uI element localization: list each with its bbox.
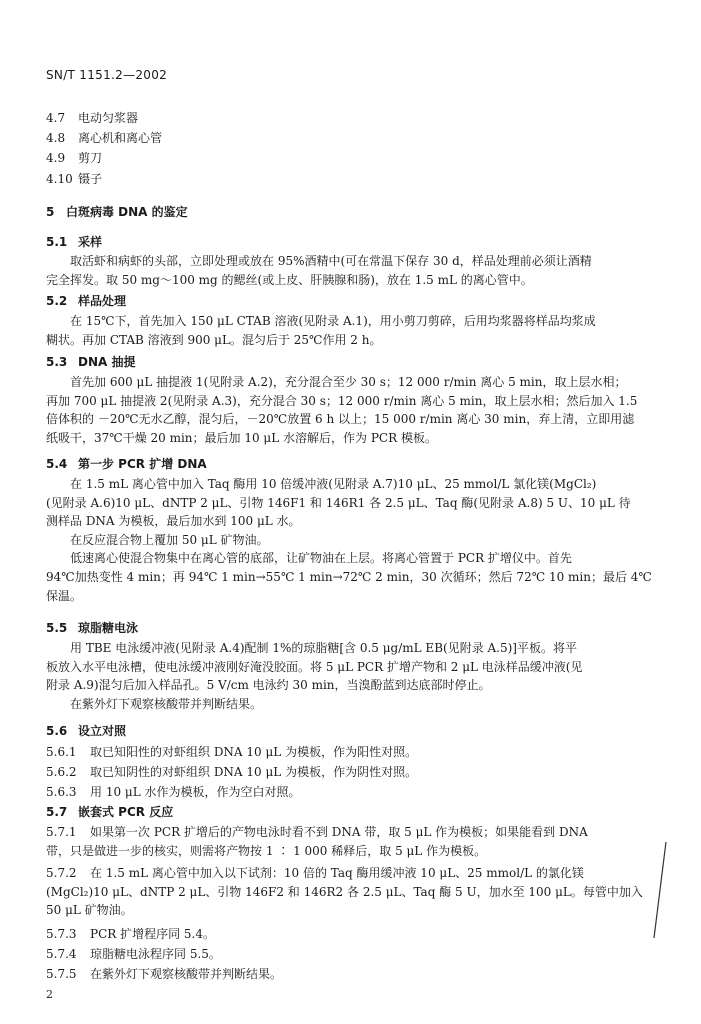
- text-line: 带，只是做进一步的核实，则需将产物按 1 ∶ 1 000 稀释后，取 5 μL 作为模板。: [46, 843, 487, 858]
- section-title: 采样: [78, 235, 103, 249]
- section-number: 5.5: [46, 621, 68, 635]
- subsection-heading: [46, 804, 173, 820]
- text-line: 低速离心使混合物集中在离心管的底部，让矿物油在上层。将离心管置于 PCR 扩增仪中。首先: [70, 551, 572, 566]
- list-item: [46, 150, 102, 166]
- text-line: 附录 A.9)混匀后加入样品孔。5 V/cm 电泳约 30 min，当溴酚蓝到达底部时停止。: [46, 678, 491, 693]
- subsection-heading: [46, 234, 102, 250]
- list-item: [46, 110, 138, 126]
- text-line: 倍体积的 －20℃无水乙醇，混匀后，－20℃放置 6 h 以上；15 000 r/min 离心 30 min，弃上清，立即用滤: [46, 412, 635, 427]
- list-item: [46, 130, 162, 146]
- section-number: 5.6: [46, 724, 68, 738]
- section-number: 5.3: [46, 355, 68, 369]
- section-number: 5.2: [46, 294, 68, 308]
- paragraph: [46, 639, 666, 713]
- item-number: 5.7.4: [46, 947, 77, 961]
- item-text: 琼脂糖电泳程序同 5.5。: [90, 947, 221, 961]
- standard-code: SN/T 1151.2—2002: [46, 68, 168, 82]
- section-title: 第一步 PCR 扩增 DNA: [78, 457, 207, 471]
- list-item: [46, 784, 300, 800]
- list-item: [46, 764, 417, 780]
- subsection-heading: [46, 354, 135, 370]
- list-item: [46, 171, 102, 187]
- paragraph: [46, 252, 666, 289]
- item-number: 5.7.2: [46, 866, 77, 880]
- item-number: 4.9: [46, 151, 66, 165]
- item-text: 离心机和离心管: [78, 131, 163, 145]
- section-number: 5.1: [46, 235, 68, 249]
- paragraph: [46, 475, 666, 605]
- text-line: 在 1.5 mL 离心管中加入 Taq 酶用 10 倍缓冲液(见附录 A.7)10 μL、25 mmol/L 氯化镁(MgCl₂): [70, 477, 597, 491]
- text-line: 首先加 600 μL 抽提液 1(见附录 A.2)，充分混合至少 30 s；12 000 r/min 离心 5 min，取上层水相；: [70, 375, 627, 389]
- text-line: 纸吸干，37℃干燥 20 min；最后加 10 μL 水溶解后，作为 PCR 模板。: [46, 430, 437, 445]
- item-number: 5.6.2: [46, 765, 77, 779]
- text-line: 糊状。再加 CTAB 溶液到 900 μL。混匀后于 25℃作用 2 h。: [46, 332, 382, 347]
- item-text: 取已知阴性的对虾组织 DNA 10 μL 为模板，作为阴性对照。: [90, 765, 418, 779]
- text-line: 完全挥发。取 50 mg～100 mg 的鳃丝(或上皮、肝胰腺和肠)，放在 1.5 mL 的离心管中。: [46, 272, 533, 287]
- item-text: 剪刀: [78, 151, 103, 165]
- list-item: [46, 946, 221, 962]
- paragraph: [46, 312, 666, 349]
- text-line: 测样品 DNA 为模板，最后加水到 100 μL 水。: [46, 514, 301, 529]
- text-line: 在反应混合物上覆加 50 μL 矿物油。: [70, 532, 269, 547]
- text-line: (见附录 A.6)10 μL、dNTP 2 μL、引物 146F1 和 146R1 各 2.5 μL、Taq 酶(见附录 A.8) 5 U、10 μL 待: [46, 495, 631, 510]
- section-title: 嵌套式 PCR 反应: [78, 805, 174, 819]
- subsection-heading: [46, 620, 138, 636]
- section-title: 设立对照: [78, 724, 127, 738]
- subsection-heading: [46, 723, 126, 739]
- item-number: 5.7.3: [46, 927, 77, 941]
- text-line: (MgCl₂)10 μL、dNTP 2 μL、引物 146F2 和 146R2 各 2.5 μL、Taq 酶 5 U，加水至 100 μL。每管中加入: [46, 884, 643, 899]
- text-line: 再加 700 μL 抽提液 2(见附录 A.3)，充分混合 30 s；12 000 r/min 离心 5 min，取上层水相；然后加入 1.5: [46, 393, 638, 408]
- item-number: 5.6.3: [46, 785, 77, 799]
- item-text: 取已知阳性的对虾组织 DNA 10 μL 为模板，作为阳性对照。: [90, 745, 418, 759]
- page-number: 2: [46, 988, 53, 1001]
- item-number: 5.7.5: [46, 967, 77, 981]
- section-title: 样品处理: [78, 294, 127, 308]
- subsection-heading: [46, 293, 126, 309]
- section-title: 琼脂糖电泳: [78, 621, 139, 635]
- text-line: 板放入水平电泳槽，使电泳缓冲液刚好淹没胶面。将 5 μL PCR 扩增产物和 2 μL 电泳样品缓冲液(见: [46, 659, 583, 674]
- section-title: DNA 抽提: [78, 355, 136, 369]
- paragraph: [46, 864, 666, 920]
- item-text: 用 10 μL 水作为模板，作为空白对照。: [90, 785, 301, 799]
- text-line: 94℃加热变性 4 min；再 94℃ 1 min→55℃ 1 min→72℃ 2 min，30 次循环；然后 72℃ 10 min；最后 4℃: [46, 569, 652, 584]
- section-number: 5.4: [46, 457, 68, 471]
- item-text: 镊子: [78, 172, 103, 186]
- item-number: 4.8: [46, 131, 66, 145]
- text-line: 保温。: [46, 588, 83, 603]
- list-item: [46, 926, 215, 942]
- text-line: 在 15℃下，首先加入 150 μL CTAB 溶液(见附录 A.1)，用小剪刀剪碎，后用均浆器将样品均浆成: [70, 314, 596, 328]
- item-number: 5.7.1: [46, 825, 77, 839]
- paragraph: [46, 823, 666, 860]
- item-text: 电动匀浆器: [78, 111, 139, 125]
- section-number: 5.7: [46, 805, 68, 819]
- list-item: [46, 744, 417, 760]
- item-text: 在紫外灯下观察核酸带并判断结果。: [90, 967, 283, 981]
- subsection-heading: [46, 456, 207, 472]
- text-line: 50 μL 矿物油。: [46, 903, 133, 918]
- text-line: 在紫外灯下观察核酸带并判断结果。: [70, 696, 263, 711]
- text-line: 用 TBE 电泳缓冲液(见附录 A.4)配制 1%的琼脂糖[含 0.5 μg/mL EB(见附录 A.5)]平板。将平: [70, 641, 577, 655]
- section-number: 5: [46, 205, 55, 219]
- section-title: 白斑病毒 DNA 的鉴定: [66, 205, 188, 219]
- item-number: 4.10: [46, 172, 73, 186]
- scan-mark-decoration: [652, 840, 668, 940]
- text-line: 在 1.5 mL 离心管中加入以下试剂：10 倍的 Taq 酶用缓冲液 10 μL、25 mmol/L 的氯化镁: [90, 866, 584, 880]
- paragraph: [46, 373, 666, 447]
- list-item: [46, 966, 282, 982]
- item-text: PCR 扩增程序同 5.4。: [90, 927, 216, 941]
- text-line: 取活虾和病虾的头部，立即处理或放在 95%酒精中(可在常温下保存 30 d，样品处理前必须让酒精: [70, 254, 592, 268]
- item-number: 4.7: [46, 111, 66, 125]
- text-line: 如果第一次 PCR 扩增后的产物电泳时看不到 DNA 带，取 5 μL 作为模板；如果能看到 DNA: [90, 825, 588, 839]
- section-heading: [46, 204, 188, 220]
- item-number: 5.6.1: [46, 745, 77, 759]
